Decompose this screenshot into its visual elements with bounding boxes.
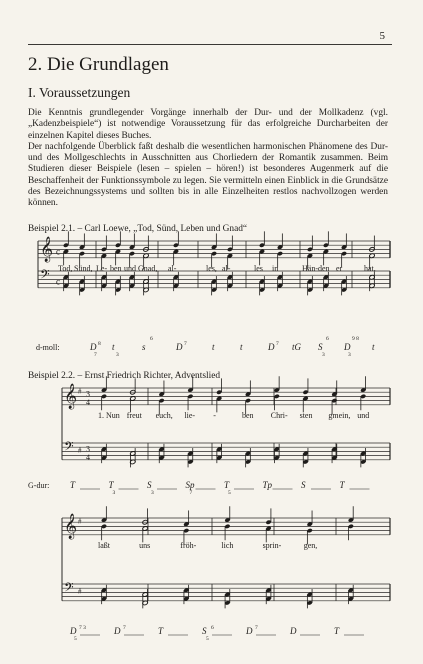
function-symbol: s: [142, 342, 146, 352]
lyric-syllable: sten: [299, 410, 313, 420]
function-subscript: 7: [94, 352, 97, 358]
time-signature-icon: 3: [86, 389, 90, 399]
lyric-syllable: Tod,: [58, 263, 73, 273]
function-superscript: 7: [276, 341, 279, 347]
lyric-syllable: les: [254, 263, 263, 273]
function-symbol: S: [301, 480, 306, 490]
function-subscript: 5: [228, 490, 231, 496]
function-symbol: Tp: [262, 480, 273, 490]
chapter-title: 2. Die Grundlagen: [28, 54, 169, 75]
function-symbol: D: [114, 626, 121, 636]
function-symbol: t: [112, 342, 115, 352]
function-symbol: T: [224, 480, 230, 490]
function-superscript: 6: [150, 336, 153, 342]
time-signature-icon: 3: [86, 444, 90, 454]
page-number: 5: [379, 30, 385, 42]
function-subscript: 5: [206, 636, 209, 642]
function-symbol: Sp: [185, 480, 195, 490]
key-signature-sharp-icon: #: [78, 517, 82, 526]
function-symbol: S: [202, 626, 207, 636]
bass-clef-icon: 𝄢: [64, 441, 74, 458]
bass-clef-icon: 𝄢: [40, 269, 50, 286]
lyric-syllable: Le-: [96, 263, 108, 273]
intro-paragraph-2: Der nachfolgende Überblick faßt deshalb die wesentlichen harmonischen Phänomene des Dur- und des Mollgeschlechts in Ausschnitten aus Chorliedern der Romantik zusammen. Beim Studieren dieser Beispiele (lesen – spielen – hören!) ist besonderes Augenmerk auf die Beschaffenheit der Funktionssymbole zu legen. Sie vermitteln einen Einblick in die Grundsätze des Bezeichnungssystems und sollten bis in alle Einzelheiten restlos nachvollzogen werden können.: [28, 141, 388, 209]
function-symbol: D: [290, 626, 297, 636]
lyric-syllable: in: [272, 263, 279, 273]
function-subscript: 7: [189, 490, 193, 496]
treble-clef-icon: 𝄞: [64, 514, 77, 539]
function-symbol: D: [246, 626, 253, 636]
lyric-syllable: lich: [221, 540, 234, 550]
key-label: G-dur:: [28, 481, 50, 490]
lyric-syllable: lie-: [184, 410, 196, 420]
lyric-syllable: und: [357, 410, 370, 420]
function-symbol: tG: [292, 342, 301, 352]
function-superscript: 7 3: [79, 625, 86, 631]
lyric-syllable: und: [124, 263, 136, 273]
function-symbol: D: [90, 342, 97, 352]
lyric-syllable: ben: [110, 263, 122, 273]
key-signature-sharp-icon: #: [78, 587, 82, 596]
treble-clef-icon: 𝄞: [64, 384, 77, 409]
function-symbol: T: [334, 626, 340, 636]
time-signature-icon: 4: [86, 397, 90, 407]
function-subscript: 3: [151, 490, 154, 496]
time-signature-icon: 4: [86, 452, 90, 462]
lyric-syllable: ben: [242, 410, 254, 420]
function-subscript: 3: [112, 490, 116, 496]
lyric-syllable: al-: [222, 263, 231, 273]
function-symbol: D: [268, 342, 275, 352]
lyric-syllable: -: [213, 410, 216, 420]
function-subscript: 5: [74, 636, 77, 642]
function-superscript: 7: [184, 341, 187, 347]
lyric-syllable: al-: [168, 263, 177, 273]
time-signature-icon: c: [56, 246, 60, 257]
function-superscript: 6: [211, 625, 214, 631]
lyric-syllable: er: [336, 263, 343, 273]
lyric-syllable: Sünd,: [74, 263, 93, 273]
intro-paragraph-1: Die Kenntnis grundlegender Vorgänge innerhalb der Dur- und der Mollkadenz (vgl. „Kadenzbeispiele“) ist notwendige Voraussetzung für das erfolgreiche Durcharbeiten der einzelnen Kapitel dieses Buches.: [28, 108, 388, 141]
lyric-syllable: Chri-: [270, 410, 288, 420]
function-symbol: D: [344, 342, 351, 352]
function-symbol: T: [158, 626, 164, 636]
treble-clef-icon: 𝄞: [40, 237, 53, 262]
lyric-syllable: sprin-: [262, 540, 282, 550]
function-subscript: 3: [322, 352, 325, 358]
lyric-syllable: les,: [206, 263, 217, 273]
function-subscript: 3: [348, 352, 351, 358]
lyric-syllable: laßt: [98, 540, 110, 550]
key-signature-sharp-icon: #: [78, 387, 82, 396]
lyric-syllable: 1. Nun: [98, 410, 120, 420]
function-symbol: T: [70, 480, 76, 490]
lyric-syllable: euch,: [155, 410, 173, 420]
lyric-syllable: uns: [139, 540, 151, 550]
lyric-syllable: Hän-: [302, 263, 318, 273]
function-superscript: 7: [123, 625, 126, 631]
key-signature-sharp-icon: #: [78, 446, 82, 455]
lyric-syllable: gen,: [303, 540, 318, 550]
function-superscript: 9 8: [352, 336, 359, 342]
music-texts: [28, 236, 376, 642]
lyric-syllable: freut: [126, 410, 142, 420]
example-2-title: Beispiel 2.2. – Ernst Friedrich Richter, Adventslied: [28, 371, 221, 381]
function-symbol: D: [176, 342, 183, 352]
bass-clef-icon: 𝄢: [64, 582, 74, 599]
key-label: d-moll:: [36, 343, 60, 352]
function-superscript: 8: [98, 341, 101, 347]
function-symbol: S: [318, 342, 323, 352]
function-symbol: S: [147, 480, 152, 490]
lyric-syllable: den: [318, 263, 330, 273]
function-symbol: D: [70, 626, 77, 636]
function-symbol: t: [372, 342, 375, 352]
lyric-syllable: Gnad,: [138, 263, 158, 273]
function-subscript: 3: [116, 352, 119, 358]
section-title: I. Voraussetzungen: [28, 85, 131, 100]
function-symbol: T: [339, 480, 345, 490]
function-symbol: T: [108, 480, 114, 490]
lyric-syllable: hat,: [364, 263, 376, 273]
time-signature-icon: c: [56, 276, 60, 287]
staff-lines: [38, 241, 390, 601]
lyric-syllable: gmein,: [328, 410, 351, 420]
function-superscript: 7: [255, 625, 258, 631]
lyric-syllable: fröh-: [180, 540, 197, 550]
example-1-title: Beispiel 2.1. – Carl Loewe, „Tod, Sünd, Leben und Gnad“: [28, 224, 248, 234]
function-superscript: 6: [326, 336, 329, 342]
function-symbol: t: [212, 342, 215, 352]
function-symbol: t: [240, 342, 243, 352]
